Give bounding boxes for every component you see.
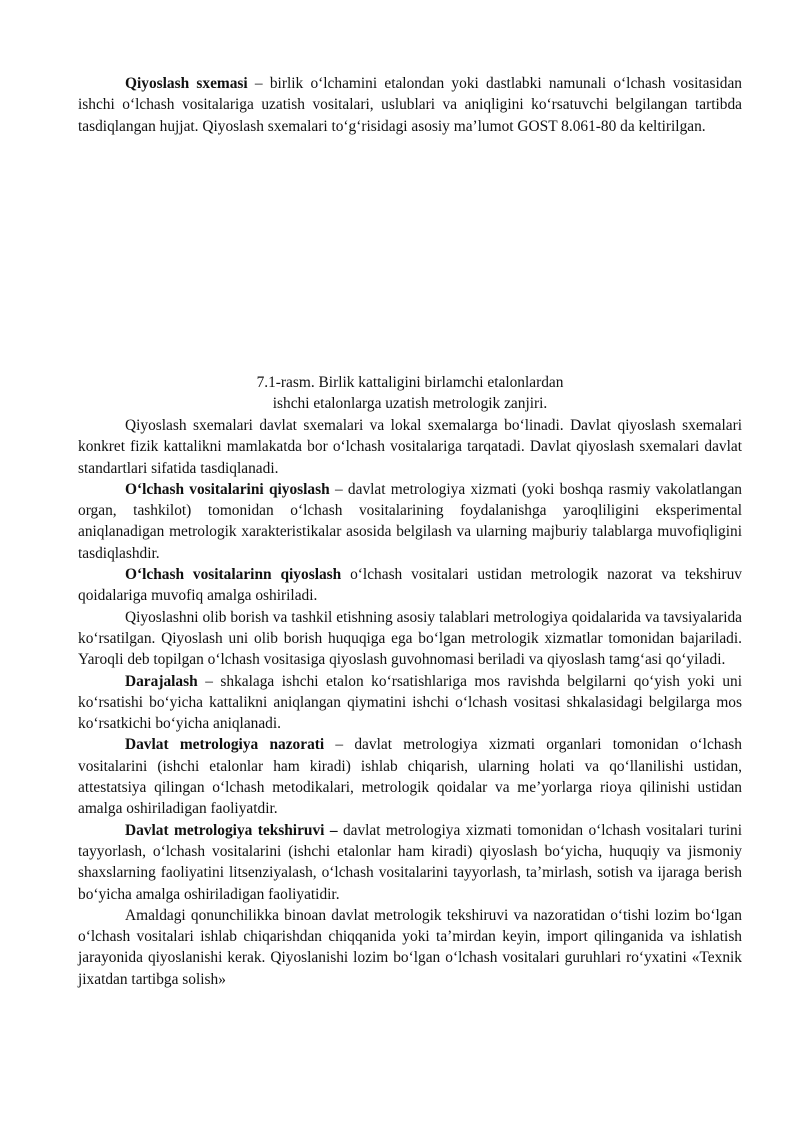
paragraph-term: O‘lchash vositalarini qiyoslash [125,480,330,498]
paragraph-text: davlat metrologiya xizmati tomonidan o‘lchash vositalari turini tayyorlash, o‘lchash vositalarini (ishchi etalonlar ham kiradi) qiyoslash bo‘yicha, huquqiy va jismoniy shaxslarning faoliyatini litsenziyalash, o‘lchash vositalarini tayyorlash, ta’mirlash, sotish va ijaraga berish bo‘yicha amalga oshiriladigan faoliyatidir. [78,821,743,903]
figure-caption-line-1: 7.1-rasm. Birlik kattaligini birlamchi etalonlardan [256,374,564,391]
intro-term: Qiyoslash sxemasi [125,75,248,92]
paragraph-term: Davlat metrologiya tekshiruvi – [125,821,338,839]
paragraph-state-supervision [78,734,742,819]
paragraph-text: Qiyoslashni olib borish va tashkil etishning asosiy talablari metrologiya qoidalarida va tavsiyalarida ko‘rsatilgan. Qiyoslash uni olib borish huquqiga ega bo‘lgan metrologik xizmatlar tomonidan bajariladi. Yaroqli deb topilgan o‘lchash vositasiga qiyoslash guvohnomasi beriladi va qiyoslash tamg‘asi qo‘yiladi. [78,608,742,669]
paragraph-term: Davlat metrologiya nazorati [125,736,325,754]
paragraph-state-inspection [78,820,742,905]
intro-paragraph [78,73,742,137]
paragraph-legislation [78,905,742,990]
figure-caption-line-2: ishchi etalonlarga uzatish metrologik zanjiri. [272,394,548,412]
figure-caption [78,373,742,414]
paragraph-text: Qiyoslash sxemalari davlat sxemalari va lokal sxemalarga bo‘linadi. Davlat qiyoslash sxemalari konkret fizik kattalikni mamlakatda bor o‘lchash vositalariga tarqatadi. Davlat qiyoslash sxemalari davlat standartlari sifatida tasdiqlanadi. [78,417,742,477]
body-text [78,415,742,990]
paragraph-text: o‘lchash vositalari ustidan metrologik nazorat va tekshiruv qoidalariga muvofiq amalga oshiriladi. [78,566,742,605]
paragraph-text: Amaldagi qonunchilikka binoan davlat metrologik tekshiruvi va nazoratidan o‘tishi lozim bo‘lgan o‘lchash vositalari ishlab chiqarishdan chiqqanida yoki ta’mirdan keyin, import qilinganida va ishlatish jarayonida qiyoslanishi kerak. Qiyoslanishi lozim bo‘lgan o‘lchash vositalari guruhlari ro‘yxatini «Texnik jixatdan tartibga solish» [78,906,742,988]
paragraph-verification-requirements [78,607,742,671]
paragraph-text: – shkalaga ishchi etalon ko‘rsatishlariga mos ravishda belgilarni qo‘yish yoki uni ko‘rsatishi bo‘yicha kattalikni aniqlangan qiymatini ishchi o‘lchash vositasi shkalasidagi belgilarga mos ko‘rsatkichi bo‘yicha aniqlanadi. [78,672,742,733]
paragraph-calibration [78,671,742,735]
paragraph-term: O‘lchash vositalarinn qiyoslash [125,566,342,584]
paragraph-term: Darajalash [125,672,198,690]
figure-area [78,175,742,365]
paragraph-verification-control [78,564,742,607]
paragraph-verification-definition [78,479,742,564]
intro-text: – birlik o‘lchamini etalondan yoki dastlabki namunali o‘lchash vositasidan ishchi o‘lchash vositalariga uzatish vositalari, uslublari va aniqligini ko‘rsatuvchi belgilangan tartibda tasdiqlangan hujjat. Qiyoslash sxemalari to‘g‘risidagi asosiy ma’lumot GOST 8.061-80 da keltirilgan. [78,75,742,135]
paragraph-text: – davlat metrologiya xizmati (yoki boshqa rasmiy vakolatlangan organ, tashkilot) tomonidan o‘lchash vositalarining foydalanishga yaroqliligini eksperimental aniqlanadigan metrologik xarakteristikalar asosida belgilash va ularning majburiy talablarga muvofiqligini tasdiqlashdir. [78,480,742,562]
paragraph-schemes-types [78,415,742,479]
paragraph-text: – davlat metrologiya xizmati organlari tomonidan o‘lchash vositalarini (ishchi etalonlar ham kiradi) ishlab chiqarish, ularning holati va qo‘llanilishi ustidan, attestatsiya qilingan o‘lchash metodikalari, metrologik qoidalar va me’yorlarga rioya qilinishi ustidan amalga oshiriladigan faoliyatdir. [78,736,742,818]
